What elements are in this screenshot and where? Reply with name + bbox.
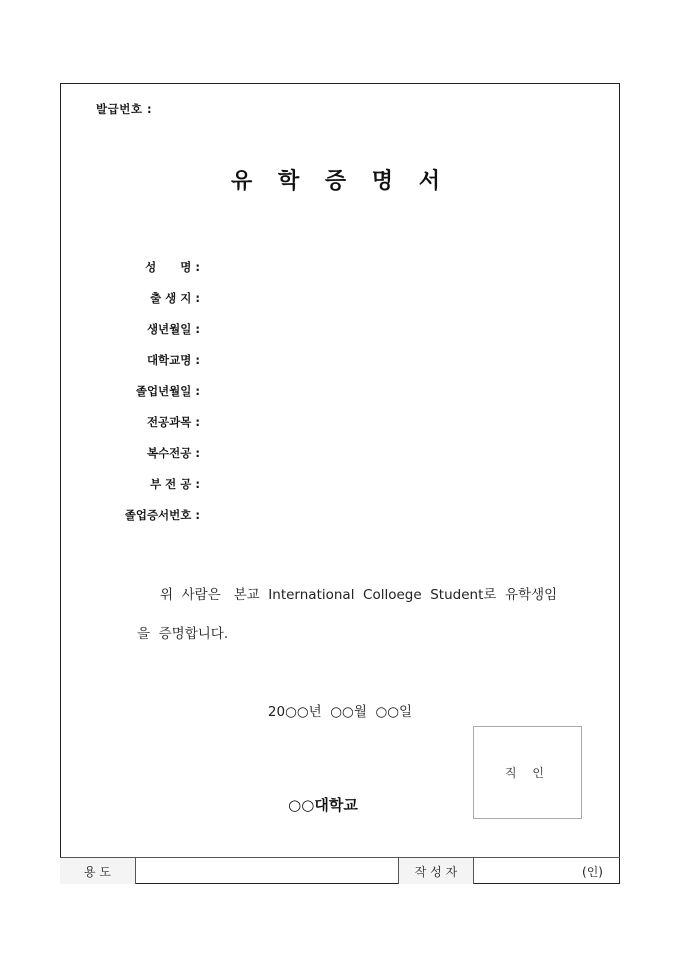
document-title: 유 학 증 명 서: [231, 169, 449, 194]
purpose-field[interactable]: [136, 858, 398, 884]
field-minor-label: 부 전 공 :: [150, 477, 200, 491]
author-seal-mark: (인): [582, 864, 603, 879]
issuing-university: ○○대학교: [288, 796, 358, 814]
author-label: 작 성 자: [399, 858, 473, 884]
purpose-label: 용 도: [60, 858, 135, 884]
issue-number-label: 발급번호 :: [96, 102, 153, 116]
field-graduation-date-label: 졸업년월일 :: [135, 384, 200, 398]
field-diploma-number-label: 졸업증서번호 :: [124, 508, 200, 522]
seal-label: 직 인: [505, 766, 550, 780]
field-birthplace-label: 출 생 지 :: [150, 291, 200, 305]
field-double-major-label: 복수전공 :: [146, 446, 200, 460]
field-university-label: 대학교명 :: [146, 353, 200, 367]
statement-line-1: 위 사람은 본교 International Colloege Student로 유학생임: [160, 587, 558, 603]
issue-date: 20○○년 ○○월 ○○일: [267, 704, 413, 720]
field-major-label: 전공과목 :: [146, 415, 200, 429]
statement-line-2: 을 증명합니다.: [137, 626, 229, 642]
field-name-label: 성 명 :: [145, 260, 200, 274]
footer-table: [60, 857, 620, 884]
field-birthdate-label: 생년월일 :: [146, 322, 200, 336]
